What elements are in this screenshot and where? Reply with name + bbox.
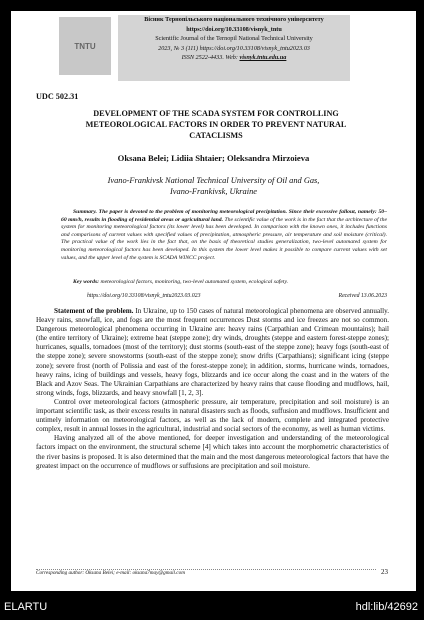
authors: Oksana Belei; Lidiia Shtaier; Oleksandra Mirzoieva xyxy=(117,153,310,163)
affiliation xyxy=(11,175,416,197)
repository-bar xyxy=(0,595,424,620)
journal-web-link[interactable]: visnyk.tntu.edu.ua xyxy=(239,54,287,61)
paper-title xyxy=(41,108,391,141)
corresponding-author: Corresponding author: Oksana Belei; e-mail: oksana7may@gmail.com xyxy=(36,570,185,576)
received-date: Received 13.06.2023 xyxy=(338,293,387,299)
title-line: CATACLISMS xyxy=(189,131,243,140)
repository-name: ELARTU xyxy=(4,601,48,613)
journal-issue: 2023, № 3 (111) https://doi.org/10.33108/visnyk_tntu2023.03 xyxy=(158,44,310,52)
journal-issn: ISSN 2522-4433. Web: visnyk.tntu.edu.ua xyxy=(181,54,287,61)
abstract-lead: Summary. The paper is devoted to the problem of monitoring meteorological precipitation. Since their excessive fallout, namely: 50–60 mm/h, results in flooding of residential areas or agricultural land. xyxy=(61,209,387,223)
keywords-text: meteorological factors, monitoring, two-level automated system, ecological safety. xyxy=(99,279,289,285)
paragraph: Control over meteorological factors (atmospheric pressure, air temperature, precipitation and soil moisture) is an important scientific task, as their excess results in natural disasters such as floods, suffusion and mudflows. Insufficient and untimely information on meteorological factors, as well as the lack of modern, complete and integrated protective complex, result in annual losses in the agricultural, industrial and social sectors of the economy, as well as human victims. xyxy=(36,397,389,434)
title-line: METEOROLOGICAL FACTORS IN ORDER TO PREVENT NATURAL xyxy=(85,120,347,129)
paragraph: Having analyzed all of the above mentioned, for deeper investigation and understanding of the meteorological factors impact on the environment, the structural scheme [4] which takes into account the morphometric characteristics of the river basins is proposed. It is also determined that the main and the most dangerous meteorological factors that have the greatest impact on the occurrence of mudflows or suffusions are precipitation and soil moisture. xyxy=(36,434,389,470)
article-doi-link[interactable]: https://doi.org/10.33108/visnyk_tntu2023.03.023 xyxy=(87,293,201,299)
journal-name-en: Scientific Journal of the Ternopil National Technical University xyxy=(155,35,313,42)
journal-logo: TNTU xyxy=(59,17,111,75)
journal-doi-link[interactable]: https://doi.org/10.33108/visnyk_tntu xyxy=(186,25,282,33)
affiliation-line: Ivano-Frankivsk, Ukraine xyxy=(170,187,257,196)
keywords xyxy=(73,279,387,287)
title-line: DEVELOPMENT OF THE SCADA SYSTEM FOR CONTROLLING xyxy=(93,109,339,118)
paper-page xyxy=(11,11,416,591)
page-number: 23 xyxy=(381,568,388,576)
paragraph: Statement of the problem. In Ukraine, up to 150 cases of natural meteorological phenomena are observed annually. Heavy rains, snowfall, ice, and fogs are the most frequent occurrences Dust storms and ice freezes are not so common. Dangerous meteorological phenomena occurring in Ukraine are: heavy rains (Carpathian and Crimean mountains); hail (the entire territory of Ukraine); extreme heat (steppe zone); dry winds, droughts (steppe and eastern forest-steppe zones); hurricanes, squalls, tornadoes (most of the territory); dust storms (south-east of the steppe zone); heavy fogs (south-east of the steppe zone); severe snowstorms (south-east of the steppe zone); snow drifts (Carpathians); significant icing (steppe zone); severe frost (north of Polissia and east of the forest-steppe zone); in addition, storms, hurricane winds, tornadoes, heavy rains, icing of buildings and vessels, heavy fogs, blizzards and ice occur along the coast and in the waters of the Black and Azov Seas. The Ukrainian Carpathians are characterized by heavy rains that cause flooding and mudflows, hail, strong winds, fogs, blizzards, and heavy snowfall [1, 2, 3]. xyxy=(36,307,390,397)
repository-handle[interactable]: hdl:lib/42692 xyxy=(355,601,418,613)
abstract-text: The scientific value of the work is in the fact that the architecture of the system for monitoring meteorological factors (its lower level) has been developed. In comparison with the known ones, it includes functions and comparisons of current values with specified values of precipitation, atmospheric pressure, air temperature and soil moisture (critical). The practical value of the work lies in the fact that, on the basis of theoretical studies generalization, two-level automated system for monitoring meteorological factors has been developed. In this system the lower level makes it possible to compare current values with set values, and the upper level of the system is SCADA WINCC project. xyxy=(61,216,387,261)
keywords-label: Key words: xyxy=(73,279,100,285)
body-text xyxy=(36,307,389,471)
journal-name-ua: Вісник Тернопільського національного технічного університету xyxy=(144,16,324,23)
journal-header xyxy=(118,15,350,81)
udc-code: UDC 502.31 xyxy=(36,92,79,101)
affiliation-line: Ivano-Frankivsk National Technical University of Oil and Gas, xyxy=(107,176,320,185)
section-heading: Statement of the problem. xyxy=(54,307,134,315)
abstract xyxy=(61,209,387,262)
